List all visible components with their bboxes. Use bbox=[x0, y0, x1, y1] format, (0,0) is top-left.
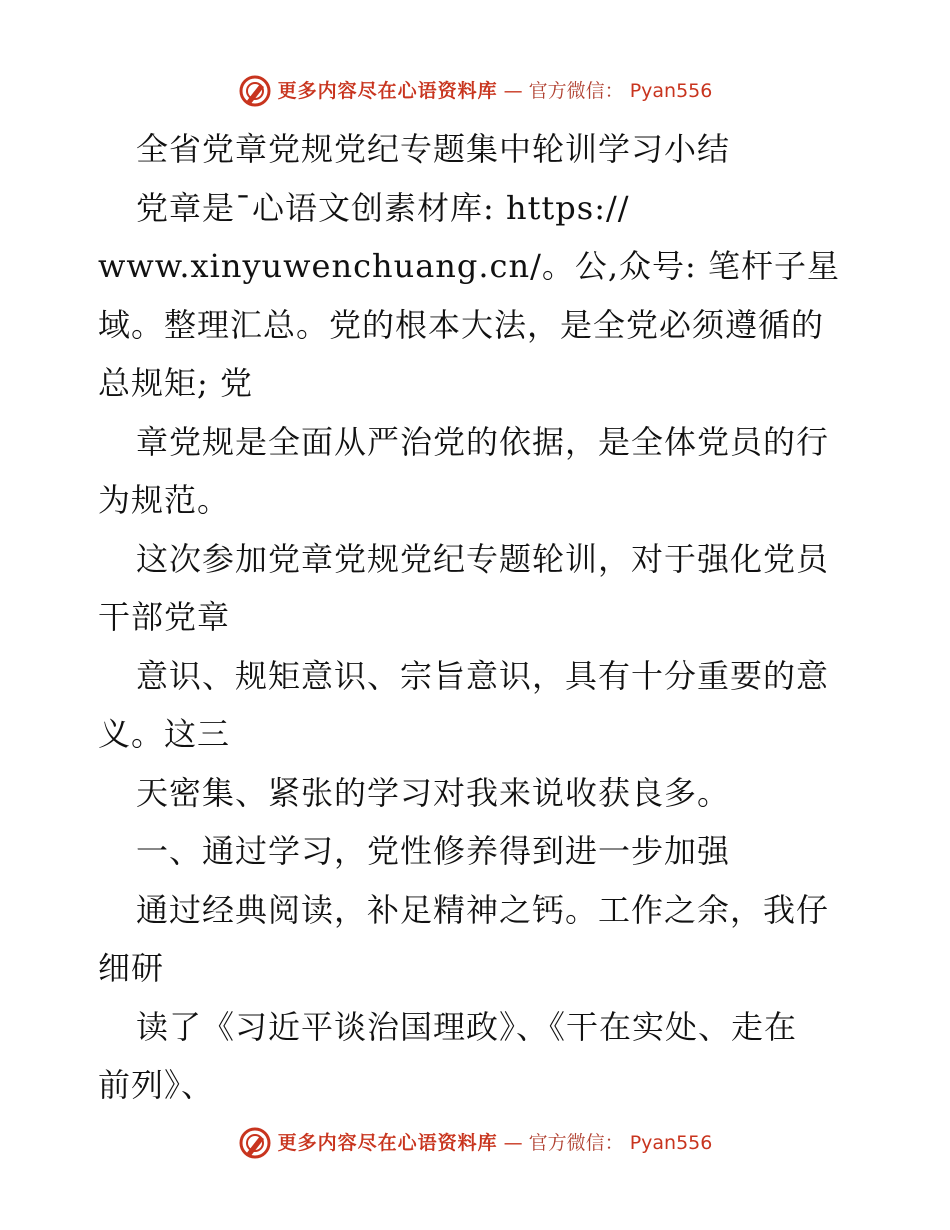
text-line: 前列》、 bbox=[98, 1066, 215, 1104]
text-line: 义。这三 bbox=[98, 715, 231, 753]
text-line: www.xinyuwenchuang.cn/。公,众号: 笔杆子星 bbox=[98, 247, 840, 285]
text-line: 意识、规矩意识、宗旨意识，具有十分重要的意 bbox=[136, 656, 830, 695]
text-line: 通过经典阅读，补足精神之钙。工作之余，我仔 bbox=[136, 890, 830, 929]
banner-wechat-id: Pyan556 bbox=[629, 79, 713, 102]
banner-separator: — bbox=[503, 1131, 523, 1154]
text-line: 总规矩; 党 bbox=[98, 364, 253, 402]
pen-logo-icon bbox=[238, 1126, 272, 1160]
pen-logo-icon bbox=[238, 74, 272, 108]
text-line: 为规范。 bbox=[98, 481, 231, 519]
text-line: 党章是¯心语文创素材库: https:// bbox=[136, 188, 630, 227]
banner-brand-text: 更多内容尽在心语资料库 bbox=[277, 1131, 498, 1154]
text-line: 域。整理汇总。党的根本大法，是全党必须遵循的 bbox=[98, 305, 825, 344]
document-body bbox=[98, 120, 858, 1115]
text-line: 细研 bbox=[98, 949, 165, 987]
text-line: 章党规是全面从严治党的依据，是全体党员的行 bbox=[136, 422, 830, 461]
text-line: 干部党章 bbox=[98, 598, 231, 636]
banner-separator: — bbox=[503, 79, 523, 102]
text-line: 一、通过学习，党性修养得到进一步加强 bbox=[136, 832, 731, 870]
footer-banner bbox=[0, 1126, 950, 1160]
banner-brand-text: 更多内容尽在心语资料库 bbox=[277, 79, 498, 102]
banner-wechat-id: Pyan556 bbox=[629, 1131, 713, 1154]
text-line: 读了《习近平谈治国理政》、《干在实处、走在 bbox=[136, 1007, 798, 1046]
text-line: 这次参加党章党规党纪专题轮训，对于强化党员 bbox=[136, 539, 830, 578]
text-line: 天密集、紧张的学习对我来说收获良多。 bbox=[136, 773, 731, 812]
banner-wechat-label: 官方微信： bbox=[528, 1131, 624, 1154]
header-banner bbox=[0, 74, 950, 108]
text-line: 全省党章党规党纪专题集中轮训学习小结 bbox=[136, 130, 731, 168]
banner-wechat-label: 官方微信： bbox=[528, 79, 624, 102]
